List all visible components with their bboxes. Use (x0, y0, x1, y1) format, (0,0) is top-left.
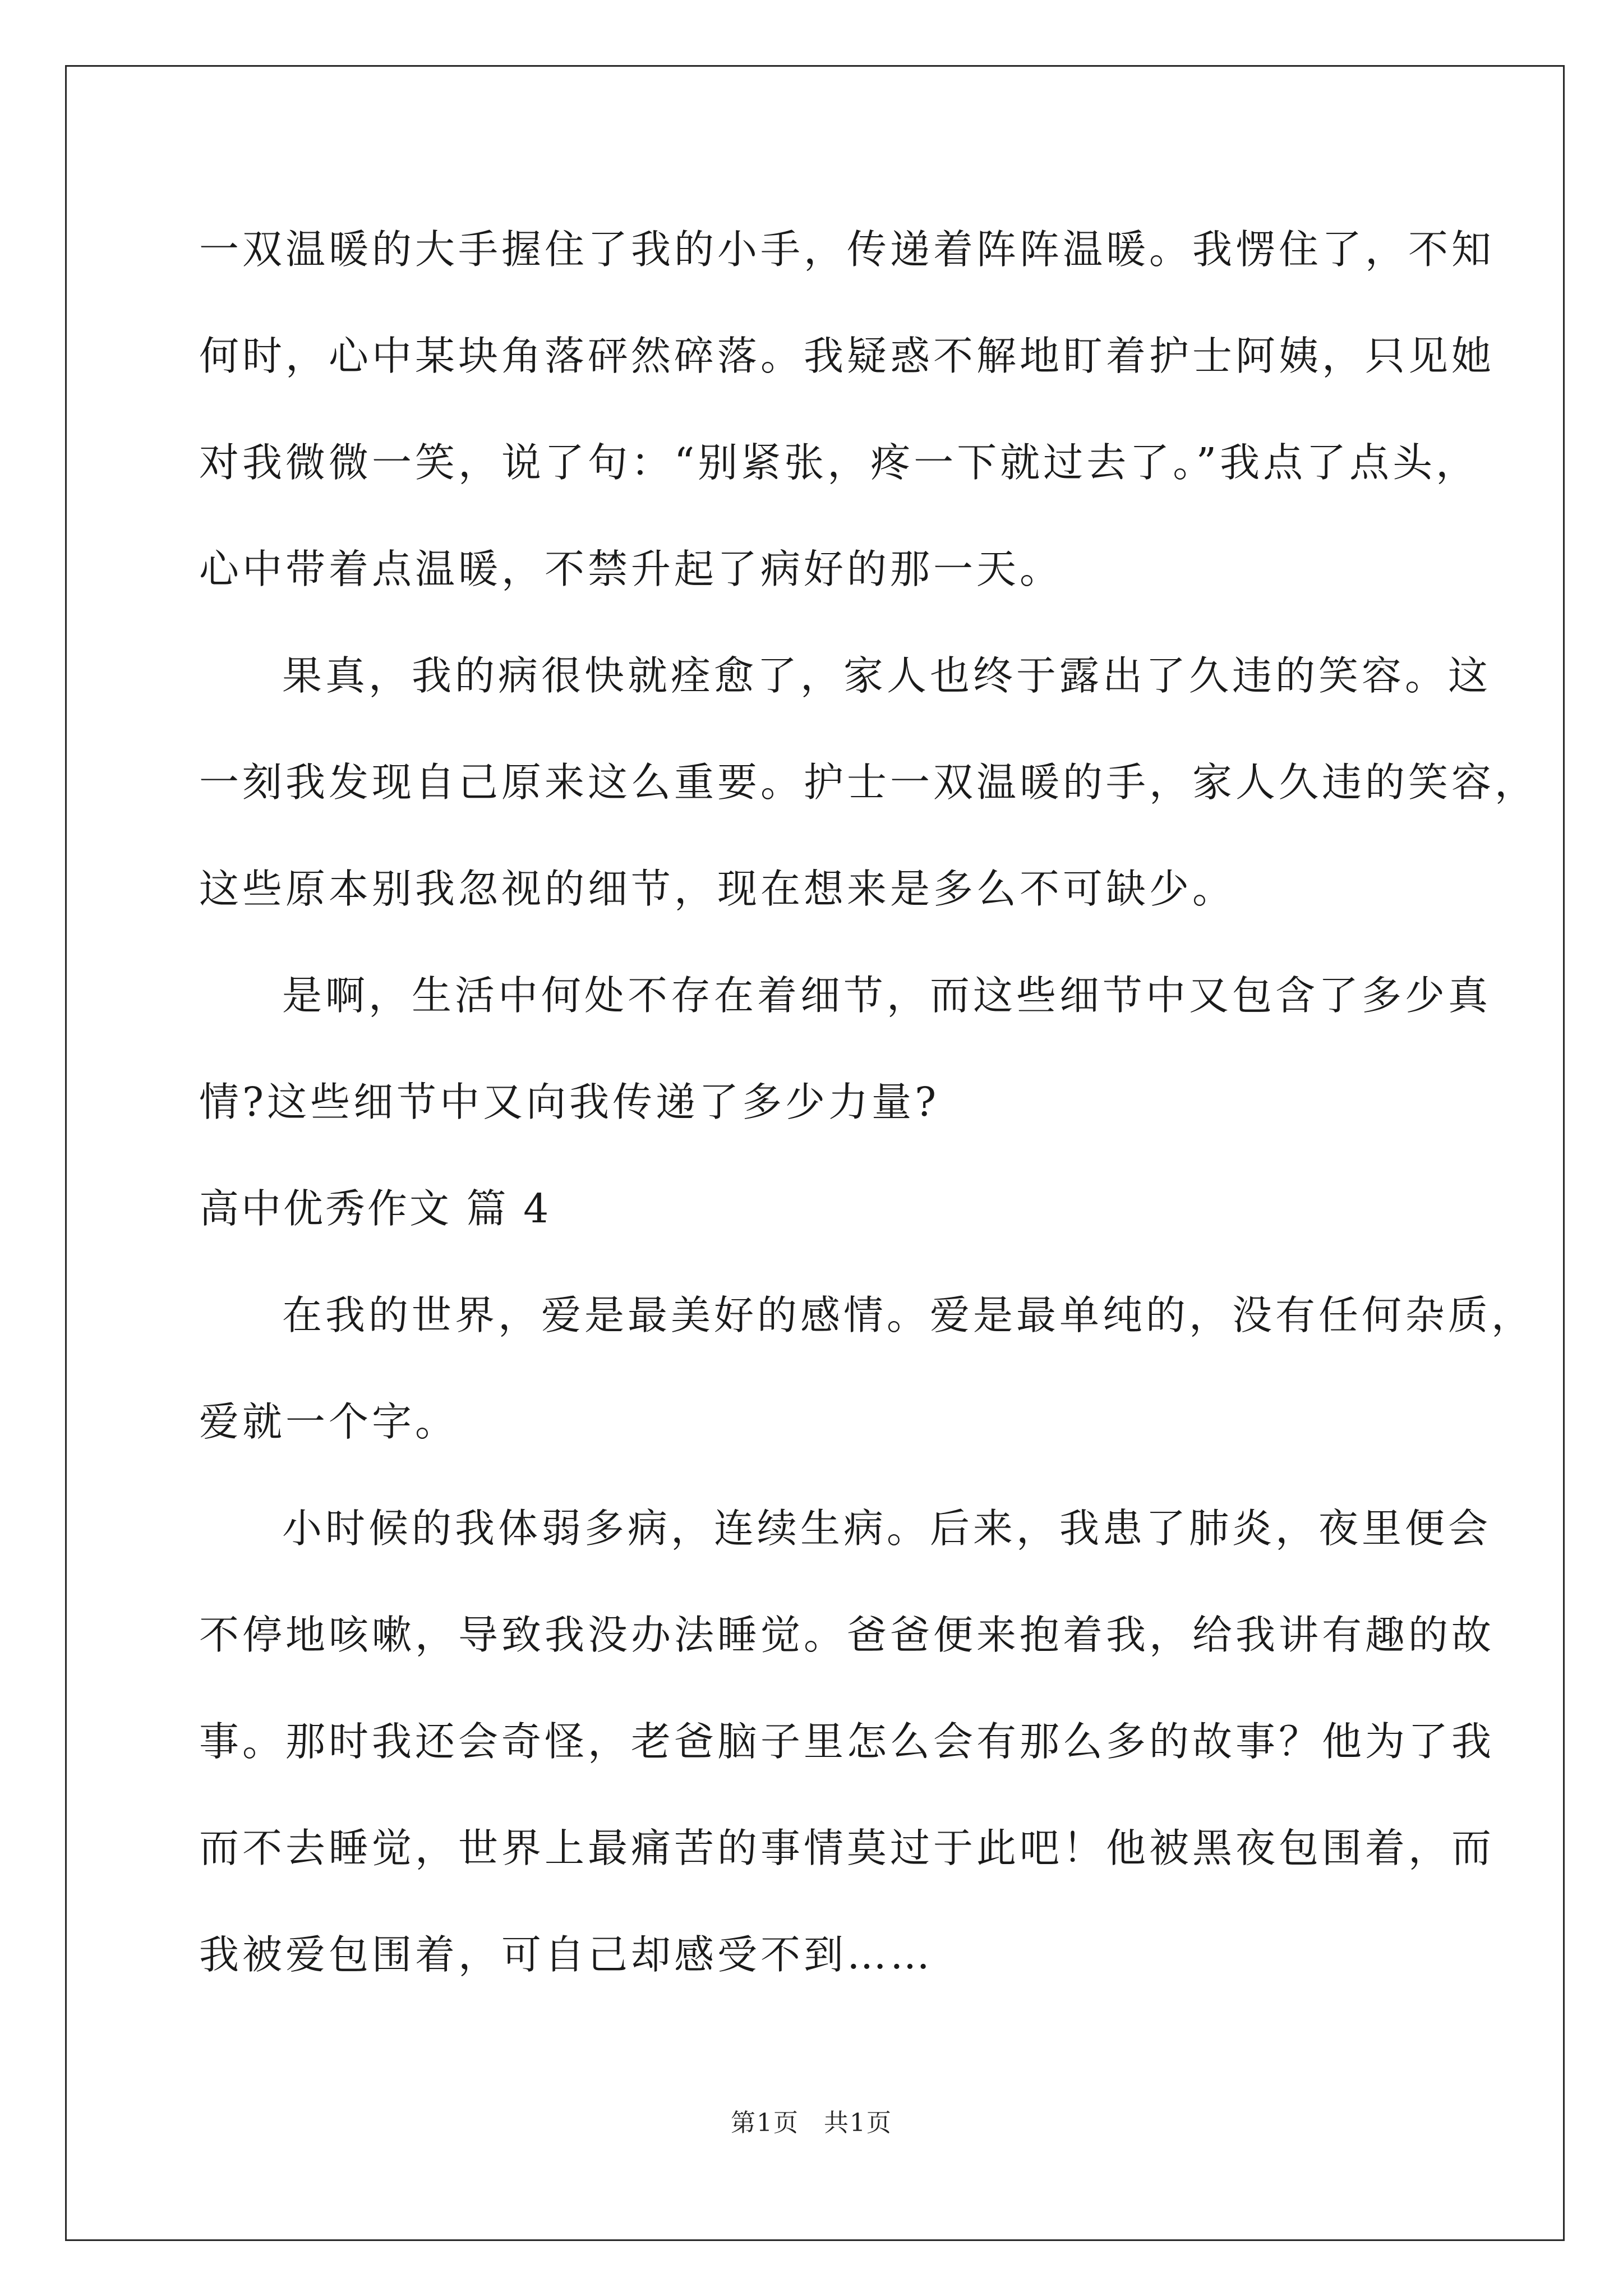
page-footer (0, 2102, 1623, 2138)
text-line: 而不去睡觉，世界上最痛苦的事情莫过于此吧！他被黑夜包围着，而 (199, 1825, 1495, 1871)
text-line: 何时，心中某块角落砰然碎落。我疑惑不解地盯着护士阿姨，只见她 (199, 333, 1495, 379)
text-line: 一双温暖的大手握住了我的小手，传递着阵阵温暖。我愣住了，不知 (199, 226, 1495, 273)
text-line: 是啊，生活中何处不存在着细节，而这些细节中又包含了多少真 (282, 972, 1492, 1019)
text-line: 爱就一个字。 (199, 1398, 459, 1445)
page-total: 共1页 (824, 2109, 892, 2137)
text-line: 在我的世界，爱是最美好的感情。爱是最单纯的，没有任何杂质， (282, 1292, 1535, 1338)
text-line: 一刻我发现自己原来这么重要。护士一双温暖的手，家人久违的笑容， (199, 759, 1538, 806)
text-line: 小时候的我体弱多病，连续生病。后来，我患了肺炎，夜里便会 (282, 1505, 1492, 1552)
text-line: 情?这些细节中又向我传递了多少力量? (199, 1079, 940, 1125)
text-line: 这些原本别我忽视的细节，现在想来是多么不可缺少。 (199, 866, 1236, 912)
text-line: 我被爱包围着，可自己却感受不到…… (199, 1931, 934, 1978)
text-line: 不停地咳嗽，导致我没办法睡觉。爸爸便来抱着我，给我讲有趣的故 (199, 1612, 1495, 1658)
text-line: 心中带着点温暖，不禁升起了病好的那一天。 (199, 546, 1063, 592)
section-heading: 高中优秀作文 篇 4 (199, 1185, 551, 1232)
text-line: 对我微微一笑，说了句：“别紧张，疼一下就过去了。”我点了点头， (199, 439, 1479, 486)
text-line: 果真，我的病很快就痊愈了，家人也终于露出了久违的笑容。这 (282, 652, 1492, 699)
page-number: 第1页 (731, 2109, 799, 2137)
document-body (199, 219, 1538, 2031)
text-line: 事。那时我还会奇怪，老爸脑子里怎么会有那么多的故事？他为了我 (199, 1718, 1495, 1765)
